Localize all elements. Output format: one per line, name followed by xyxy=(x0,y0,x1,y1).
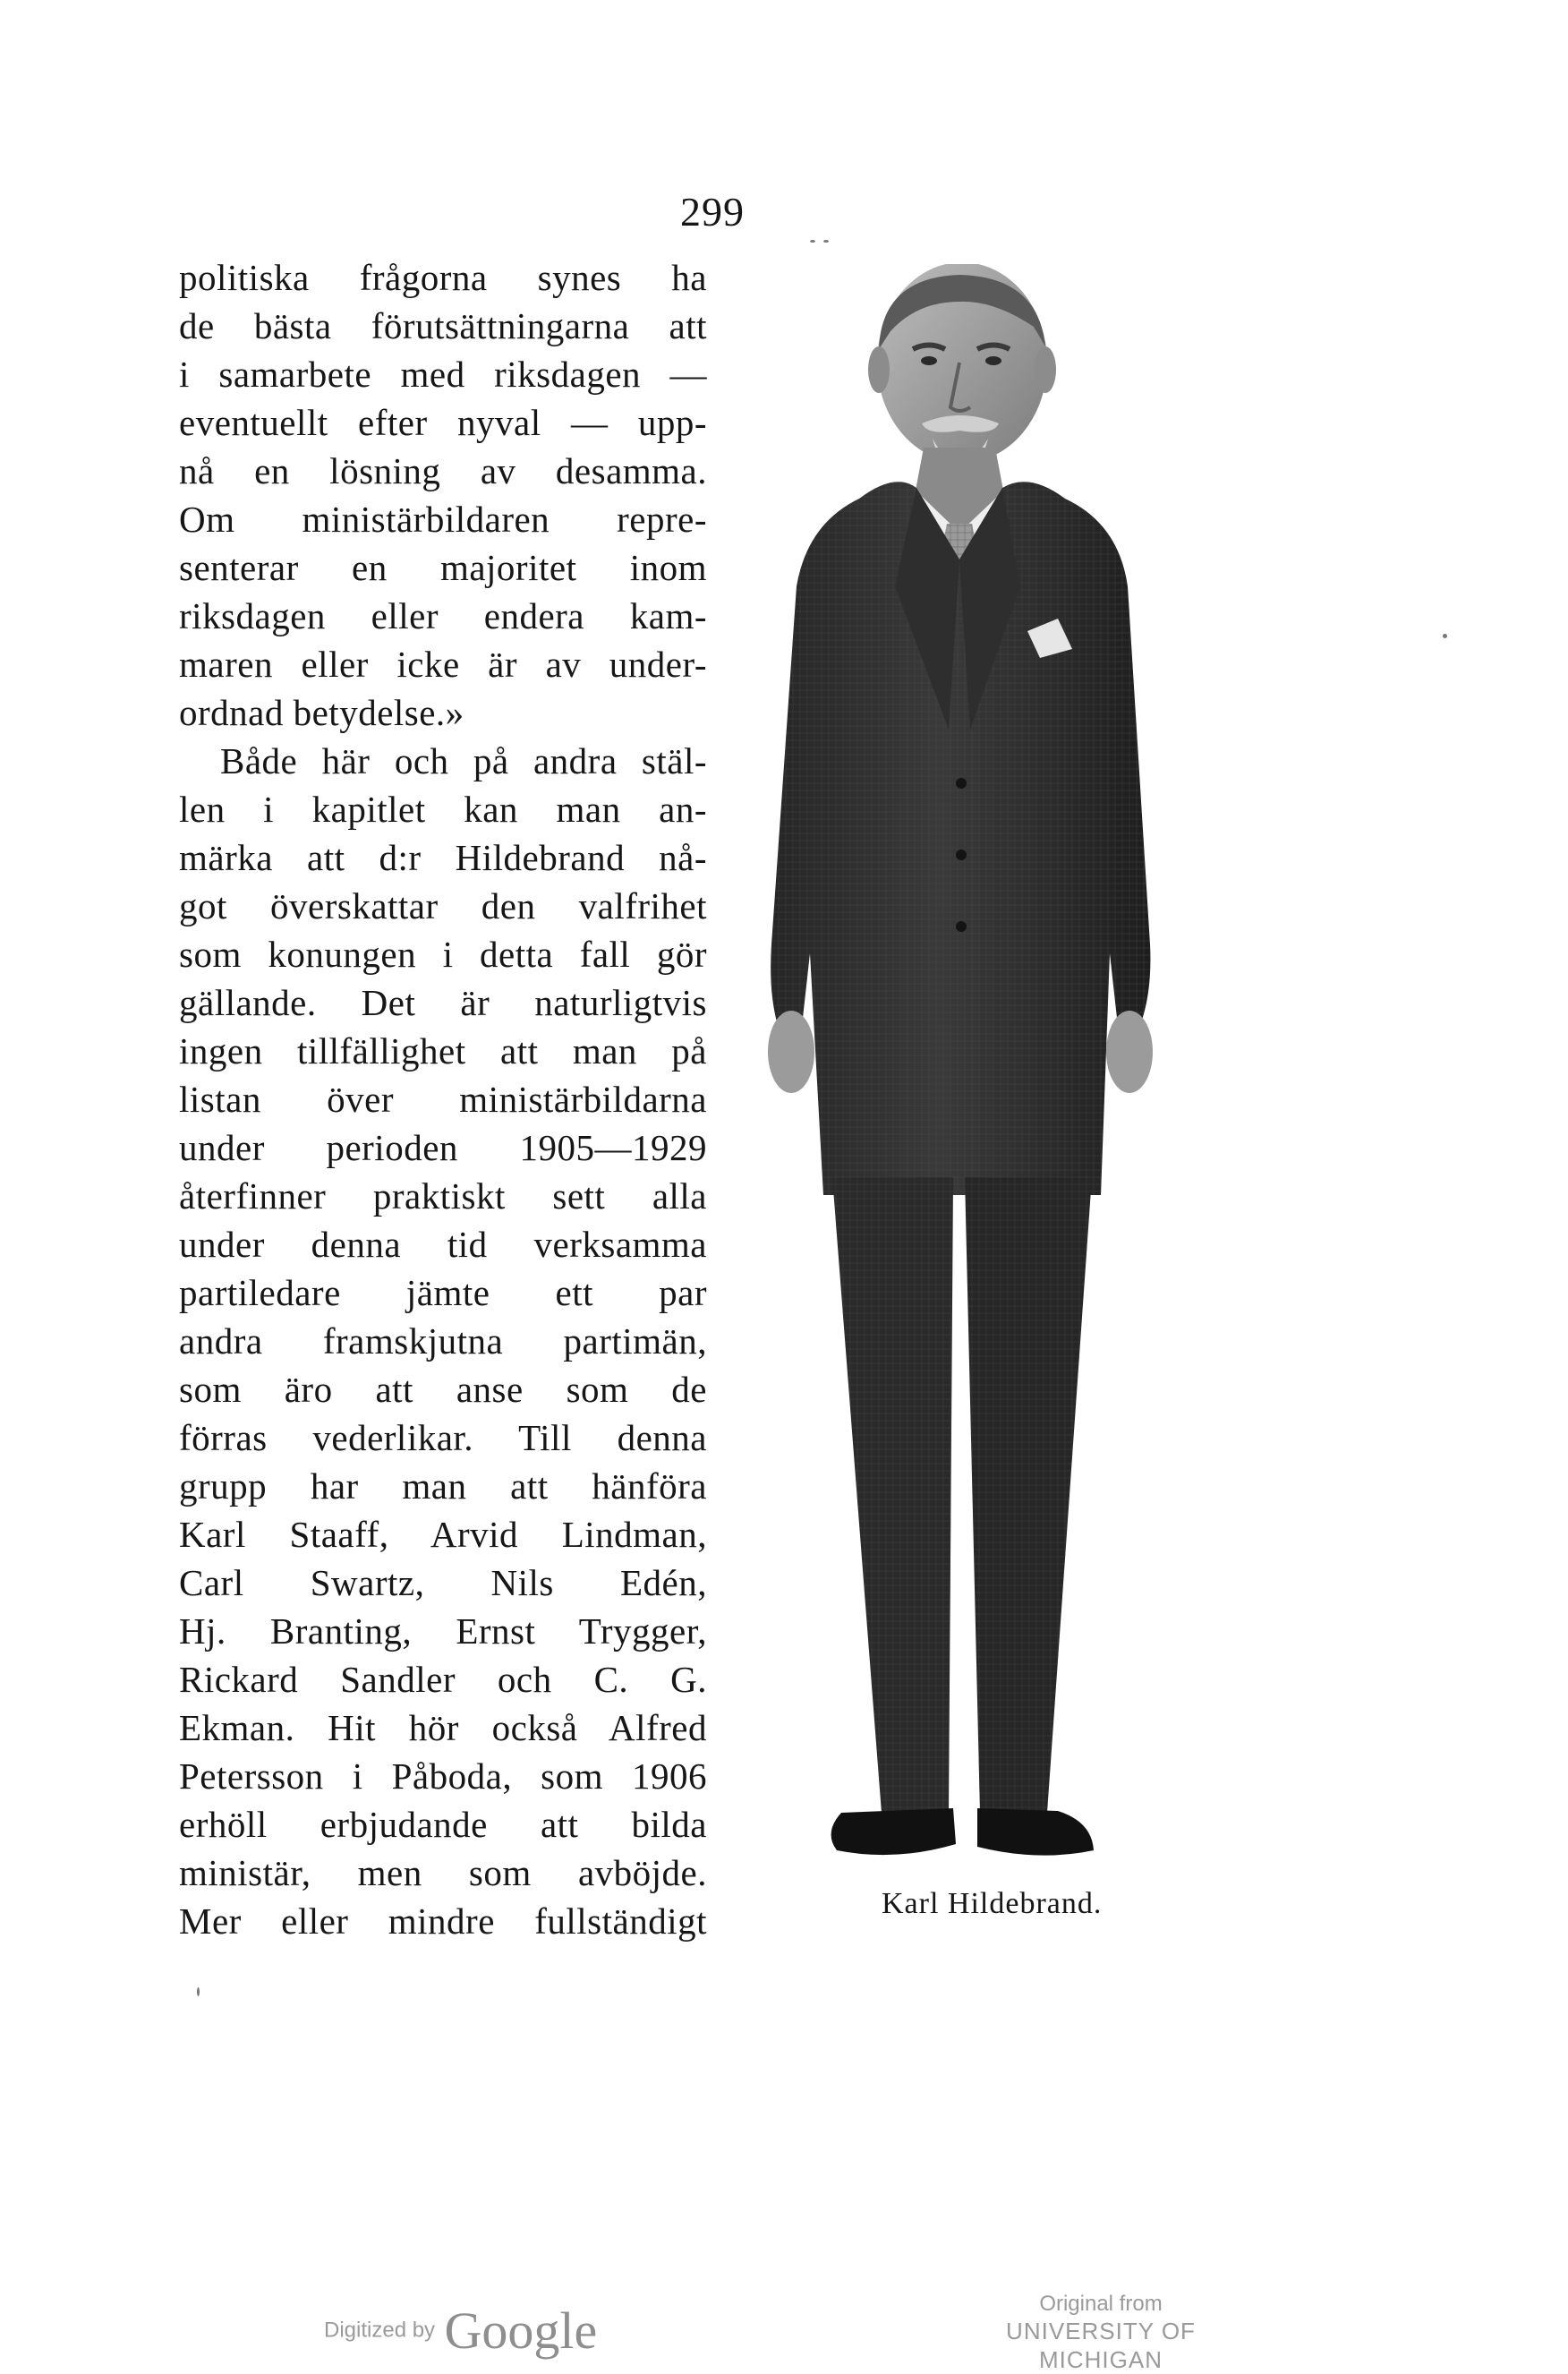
google-logo: Google xyxy=(444,2301,598,2360)
original-from-watermark xyxy=(949,2292,1253,2374)
photo-caption: Karl Hildebrand. xyxy=(882,1887,1103,1920)
portrait-photo xyxy=(725,264,1172,1875)
text-line: Mer eller mindre fullständigt xyxy=(179,1900,707,1942)
text-line: Om ministärbildaren repre- xyxy=(179,499,707,540)
text-line: erhöll erbjudande att bilda xyxy=(179,1804,707,1845)
text-line: got överskattar den valfrihet xyxy=(179,885,707,927)
text-line: Hj. Branting, Ernst Trygger, xyxy=(179,1610,707,1652)
text-line: riksdagen eller endera kam- xyxy=(179,595,707,636)
text-line: under denna tid verksamma xyxy=(179,1224,707,1265)
digitized-by-watermark xyxy=(324,2301,597,2361)
text-line: Petersson i Påboda, som 1906 xyxy=(179,1755,707,1797)
text-line: len i kapitlet kan man an- xyxy=(179,789,707,830)
digitized-by-label: Digitized by xyxy=(324,2318,436,2343)
text-line: politiska frågorna synes ha xyxy=(179,257,707,298)
body-text xyxy=(179,253,707,1945)
text-line: Ekman. Hit hör också Alfred xyxy=(179,1707,707,1748)
text-line: grupp har man att hänföra xyxy=(179,1465,707,1507)
text-line: eventuellt efter nyval — upp- xyxy=(179,402,707,443)
university-label: UNIVERSITY OF MICHIGAN xyxy=(1006,2318,1196,2373)
text-line: partiledare jämte ett par xyxy=(179,1272,707,1313)
text-line: listan över ministärbildarna xyxy=(179,1079,707,1120)
text-line: förras vederlikar. Till denna xyxy=(179,1417,707,1458)
text-line: gällande. Det är naturligtvis xyxy=(179,982,707,1023)
scan-speck xyxy=(1443,634,1447,638)
text-line: maren eller icke är av under- xyxy=(179,644,707,685)
text-line: ministär, men som avböjde. xyxy=(179,1852,707,1893)
text-line: Rickard Sandler och C. G. xyxy=(179,1659,707,1700)
text-line: de bästa förutsättningarna att xyxy=(179,305,707,346)
scan-speck xyxy=(810,240,815,243)
text-line: andra framskjutna partimän, xyxy=(179,1320,707,1362)
text-line: ordnad betydelse.» xyxy=(179,692,464,733)
text-line: Karl Staaff, Arvid Lindman, xyxy=(179,1514,707,1555)
text-line: nå en lösning av desamma. xyxy=(179,450,707,491)
text-line: som konungen i detta fall gör xyxy=(179,934,707,975)
text-line: ingen tillfällighet att man på xyxy=(179,1030,707,1072)
text-line: som äro att anse som de xyxy=(179,1369,707,1410)
text-line: Carl Swartz, Nils Edén, xyxy=(179,1562,707,1603)
text-line: återfinner praktiskt sett alla xyxy=(179,1175,707,1217)
text-line: under perioden 1905—1929 xyxy=(179,1127,707,1168)
scan-speck xyxy=(197,1987,200,1996)
text-line: Både här och på andra stäl- xyxy=(220,740,707,781)
scan-speck xyxy=(823,240,829,243)
text-line: senterar en majoritet inom xyxy=(179,547,707,588)
text-line: märka att d:r Hildebrand nå- xyxy=(179,837,707,878)
page-number: 299 xyxy=(680,189,745,235)
text-line: i samarbete med riksdagen — xyxy=(179,354,707,395)
original-from-label: Original from xyxy=(1039,2292,1163,2316)
